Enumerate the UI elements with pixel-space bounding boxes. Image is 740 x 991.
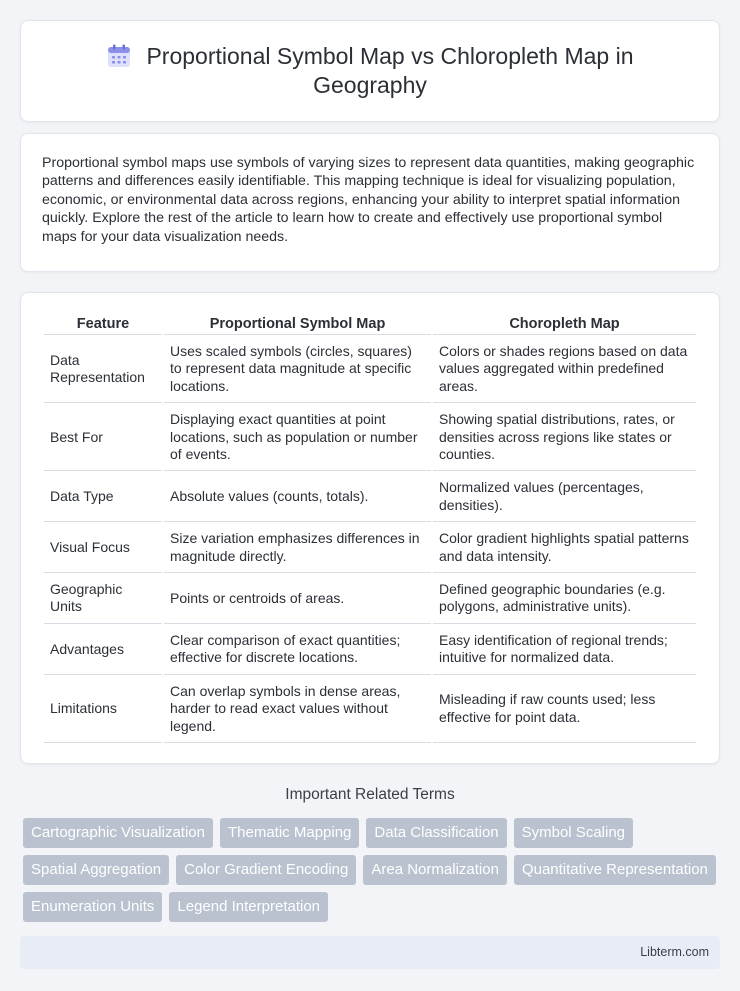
term-tag[interactable]: Symbol Scaling [514, 818, 633, 848]
header-card [20, 20, 720, 122]
related-terms-list [20, 818, 720, 922]
header-feature: Feature [44, 313, 162, 335]
related-terms-title: Important Related Terms [285, 785, 455, 803]
cell-proportional: Points or centroids of areas. [164, 573, 431, 624]
cell-feature: Geographic Units [44, 573, 162, 624]
table-row [44, 471, 696, 522]
intro-card [20, 133, 720, 272]
cell-feature: Advantages [44, 624, 162, 675]
term-tag[interactable]: Spatial Aggregation [23, 855, 169, 885]
cell-feature: Limitations [44, 675, 162, 743]
cell-proportional: Can overlap symbols in dense areas, harder to read exact values without legend. [164, 675, 431, 743]
cell-choropleth: Color gradient highlights spatial patterns and data intensity. [433, 522, 696, 573]
cell-choropleth: Easy identification of regional trends; intuitive for normalized data. [433, 624, 696, 675]
table-header-row [44, 313, 696, 335]
table-row [44, 522, 696, 573]
cell-proportional: Size variation emphasizes differences in magnitude directly. [164, 522, 431, 573]
cell-feature: Data Type [44, 471, 162, 522]
comparison-table-card [20, 292, 720, 764]
table-row [44, 335, 696, 403]
cell-proportional: Clear comparison of exact quantities; effective for discrete locations. [164, 624, 431, 675]
intro-paragraph: Proportional symbol maps use symbols of varying sizes to represent data quantities, making geographic patterns and differences easily identifiable. This mapping technique is ideal for visualizing population, economic, or environmental data across regions, enhancing your ability to interpret spatial information quickly. Explore the rest of the article to learn how to create and effectively use proportional symbol maps for your data visualization needs. [42, 155, 695, 245]
footer-brand[interactable]: Libterm.com [640, 945, 709, 960]
table-row [44, 573, 696, 624]
cell-choropleth: Misleading if raw counts used; less effective for point data. [433, 675, 696, 743]
term-tag[interactable]: Thematic Mapping [220, 818, 359, 848]
term-tag[interactable]: Area Normalization [363, 855, 507, 885]
term-tag[interactable]: Enumeration Units [23, 892, 162, 922]
table-row [44, 675, 696, 743]
page-title [90, 42, 650, 100]
term-tag[interactable]: Cartographic Visualization [23, 818, 213, 848]
calendar-icon [106, 43, 132, 69]
page-title-text: Proportional Symbol Map vs Chloropleth Map in Geography [146, 43, 634, 98]
cell-feature: Best For [44, 403, 162, 471]
term-tag[interactable]: Color Gradient Encoding [176, 855, 356, 885]
cell-feature: Visual Focus [44, 522, 162, 573]
cell-proportional: Absolute values (counts, totals). [164, 471, 431, 522]
table-row [44, 403, 696, 471]
cell-choropleth: Colors or shades regions based on data values aggregated within predefined areas. [433, 335, 696, 403]
cell-feature: Data Representation [44, 335, 162, 403]
comparison-table [42, 313, 698, 743]
header [90, 42, 650, 100]
term-tag[interactable]: Quantitative Representation [514, 855, 716, 885]
table-row [44, 624, 696, 675]
cell-choropleth: Defined geographic boundaries (e.g. polygons, administrative units). [433, 573, 696, 624]
related-terms-section [20, 786, 720, 922]
cell-proportional: Displaying exact quantities at point locations, such as population or number of events. [164, 403, 431, 471]
cell-choropleth: Normalized values (percentages, densities). [433, 471, 696, 522]
header-proportional-symbol-map: Proportional Symbol Map [164, 313, 431, 335]
term-tag[interactable]: Data Classification [366, 818, 506, 848]
term-tag[interactable]: Legend Interpretation [169, 892, 328, 922]
cell-proportional: Uses scaled symbols (circles, squares) to represent data magnitude at specific locations. [164, 335, 431, 403]
footer [20, 936, 720, 969]
cell-choropleth: Showing spatial distributions, rates, or densities across regions like states or counties. [433, 403, 696, 471]
header-choropleth-map: Choropleth Map [433, 313, 696, 335]
